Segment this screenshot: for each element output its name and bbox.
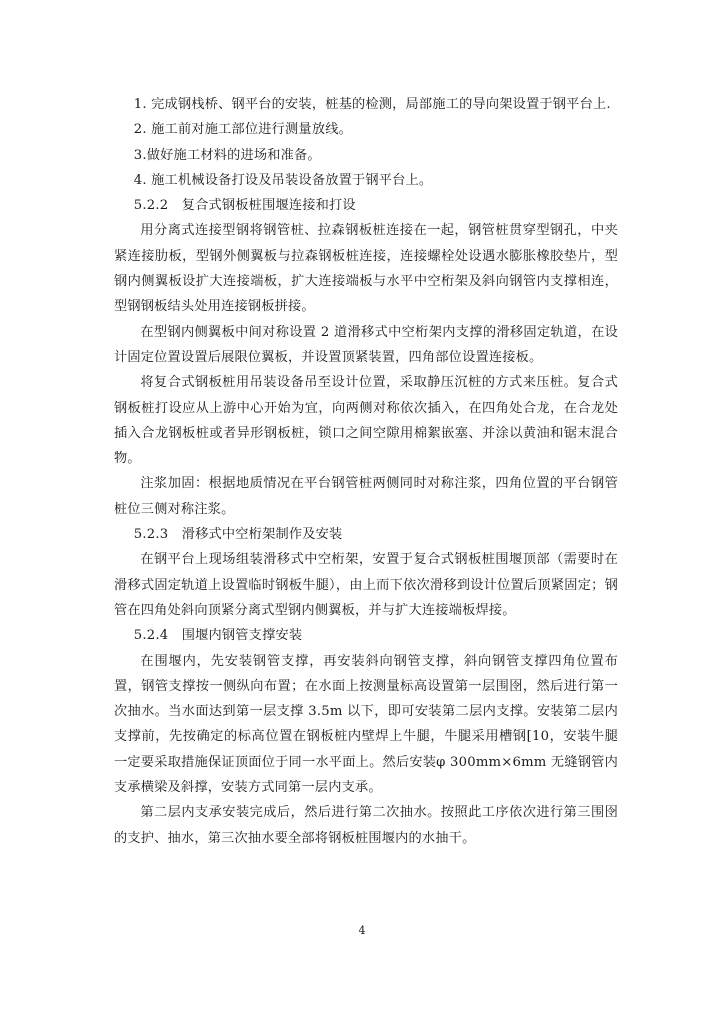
page-number: 4 bbox=[358, 924, 366, 937]
paragraph-truss: 在钢平台上现场组装滑移式中空桁架，安置于复合式钢板桩围堰顶部（需要时在滑移式固定轨道上设置临时钢板牛腿），由上而下依次滑移到设计位置后顶紧固定；钢管在四角处斜向顶紧分离式型钢内侧翼板，并与扩大连接端板焊接。 bbox=[114, 552, 618, 618]
section-heading-5-2-2: 5.2.2 复合式钢板桩围堰连接和打设 bbox=[133, 198, 356, 214]
paragraph-track: 在型钢内侧翼板中间对称设置 2 道滑移式中空桁架内支撑的滑移固定轨道，在设计固定位置设置后展限位翼板，并设置顶紧装置，四角部位设置连接板。 bbox=[114, 324, 618, 365]
paragraph-connection: 用分离式连接型钢将钢管桩、拉森钢板桩连接在一起，钢管桩贯穿型钢孔，中夹紧连接肋板，型钢外侧翼板与拉森钢板桩连接，连接螺栓处设遇水膨胀橡胶垫片，型钢内侧翼板设扩大连接端板，扩大连接端板与水平中空桁架及斜向钢管内支撑相连，型钢钢板结头处用连接钢板拼接。 bbox=[114, 223, 618, 315]
list-item-1: 1. 完成钢栈桥、钢平台的安装，桩基的检测，局部施工的导向架设置于钢平台上. bbox=[133, 97, 611, 112]
list-item-2: 2. 施工前对施工部位进行测量放线。 bbox=[133, 122, 352, 138]
paragraph-pumping: 第二层内支承安装完成后，然后进行第二次抽水。按照此工序依次进行第三围囹的支护、抽水，第三次抽水要全部将钢板桩围堰内的水抽干。 bbox=[114, 805, 618, 846]
paragraph-piling: 将复合式钢板桩用吊装设备吊至设计位置，采取静压沉桩的方式来压桩。复合式钢板桩打设应从上游中心开始为宜，向两侧对称依次插入，在四角处合龙，在合龙处插入合龙钢板桩或者异形钢板桩，锁口之间空隙用棉絮嵌塞、并涂以黄油和锯末混合物。 bbox=[114, 375, 618, 467]
page-body bbox=[114, 92, 618, 851]
paragraph-support: 在围堰内，先安装钢管支撑，再安装斜向钢管支撑，斜向钢管支撑四角位置布置，钢管支撑按一侧纵向布置；在水面上按测量标高设置第一层围囹，然后进行第一次抽水。当水面达到第一层支撑 3.5m 以下，即可安装第二层内支撑。安装第二层内支撑前，先按确定的标高位置在钢板桩内壁焊上牛腿，牛腿采用槽钢[10，安装牛腿一定要采取措施保证顶面位于同一水平面上。然后安装φ 300mm×6mm 无缝钢管内支承横梁及斜撑，安装方式同第一层内支承。 bbox=[114, 653, 618, 796]
section-heading-5-2-4: 5.2.4 围堰内钢管支撑安装 bbox=[133, 628, 303, 644]
paragraph-grouting: 注浆加固：根据地质情况在平台钢管桩两侧同时对称注浆，四角位置的平台钢管桩位三侧对称注浆。 bbox=[114, 476, 618, 517]
list-item-3: 3.做好施工材料的进场和准备。 bbox=[133, 147, 321, 163]
section-heading-5-2-3: 5.2.3 滑移式中空桁架制作及安装 bbox=[133, 527, 343, 543]
list-item-4: 4. 施工机械设备打设及吊装设备放置于钢平台上。 bbox=[133, 172, 433, 188]
